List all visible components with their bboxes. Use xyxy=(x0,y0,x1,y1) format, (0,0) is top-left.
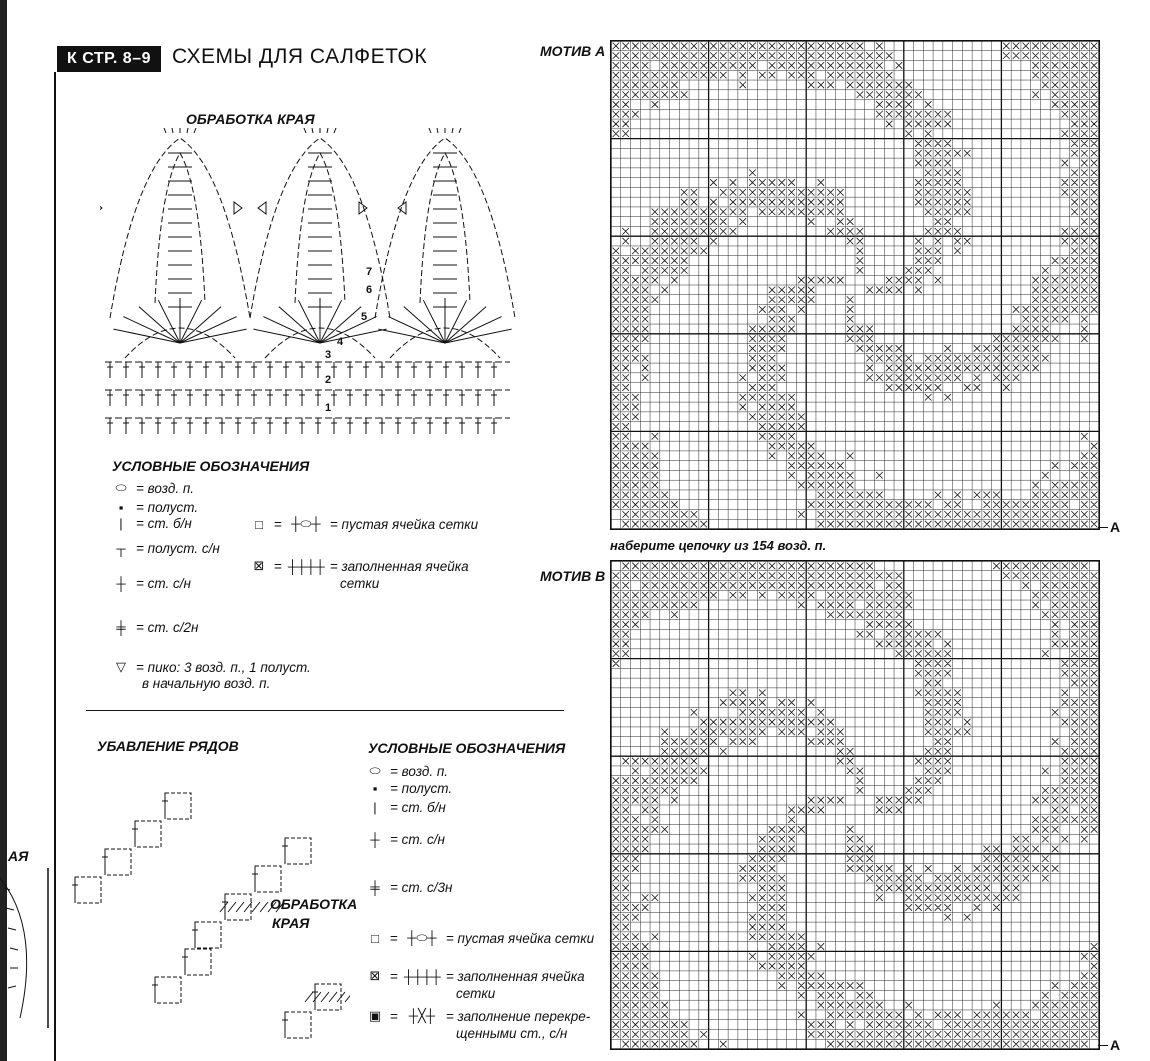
legend1-filled-line2: сетки xyxy=(340,576,380,591)
section-divider xyxy=(86,710,564,711)
edge-diagram-title: ОБРАБОТКА КРАЯ xyxy=(186,111,315,127)
legend2-filled-line2: сетки xyxy=(456,986,496,1001)
legend1-title: УСЛОВНЫЕ ОБОЗНАЧЕНИЯ xyxy=(112,458,310,474)
legend1-item: ⬭ = возд. п. xyxy=(112,480,194,496)
empty-cell-icon: □ xyxy=(371,930,379,946)
legend1-item: | = ст. б/н xyxy=(112,516,192,531)
edge-finishing-title-2: КРАЯ xyxy=(272,915,310,931)
filled-cell-icon: ⊠ xyxy=(253,558,265,573)
legend2-item: ▪ = полуст. xyxy=(366,781,452,796)
triple-treble-icon: ╪ xyxy=(370,880,380,895)
chain-stitch-icon: ⬭ xyxy=(115,480,127,495)
frame-line xyxy=(54,72,56,1061)
motif-b-grid xyxy=(610,560,1100,1050)
legend2-crossed-line2: щенными ст., с/н xyxy=(456,1026,568,1041)
legend1-item: ┬ = полуст. с/н xyxy=(112,541,220,556)
legend2-item: ⬭ = возд. п. xyxy=(366,763,448,779)
legend2-empty-cell: □ = ┼⬭┼ = пустая ячейка сетки xyxy=(366,930,594,946)
picot-icon: ▽ xyxy=(116,659,126,674)
motif-b-label: МОТИВ В xyxy=(540,568,606,584)
motif-a-label: МОТИВ А xyxy=(540,43,606,59)
legend2-crossed-cell: ▣ = ┼╳┼ = заполнение перекре- xyxy=(366,1008,590,1024)
legend1-picot: ▽ = пико: 3 возд. п., 1 полуст. xyxy=(112,659,311,675)
legend2-item: | = ст. б/н xyxy=(366,800,446,815)
motif-a-grid xyxy=(610,40,1100,530)
legend1-item: ╪ = ст. с/2н xyxy=(112,620,198,635)
slip-stitch-icon: ▪ xyxy=(118,500,124,515)
chain-note: наберите цепочку из 154 возд. п. xyxy=(610,538,827,553)
edge-finishing-diagram xyxy=(100,128,520,446)
cut-off-diagram xyxy=(0,868,50,1028)
half-double-crochet-icon: ┬ xyxy=(116,541,126,556)
page-title: СХЕМЫ ДЛЯ САЛФЕТОК xyxy=(172,45,428,68)
empty-cell-icon: □ xyxy=(255,516,263,532)
legend1-filled-cell: ⊠ = ┼┼┼┼ = заполненная ячейка xyxy=(250,558,469,574)
mesh-stitch-icon: ┼⬭┼ xyxy=(407,930,437,945)
legend1-item: ┼ = ст. с/н xyxy=(112,576,191,591)
legend2-title: УСЛОВНЫЕ ОБОЗНАЧЕНИЯ xyxy=(368,740,566,756)
legend1-item: ▪ = полуст. xyxy=(112,500,198,515)
motif-a-marker-line xyxy=(1098,527,1108,528)
row-number-5: 5 xyxy=(361,311,368,323)
motif-b-marker: A xyxy=(1110,1037,1121,1053)
edge-finishing-title-1: ОБРАБОТКА xyxy=(270,896,358,912)
row-number-3: 3 xyxy=(325,349,332,361)
row-number-6: 6 xyxy=(366,284,373,296)
row-number-7: 7 xyxy=(366,266,373,278)
row-number-2: 2 xyxy=(325,374,332,386)
legend2-item: ┼ = ст. с/н xyxy=(366,832,445,847)
crossed-stitch-icon: ┼╳┼ xyxy=(408,1008,436,1023)
filled-mesh-icon: ┼┼┼┼ xyxy=(403,968,441,984)
slip-stitch-icon: ▪ xyxy=(372,781,378,796)
cut-off-heading: АЯ xyxy=(8,848,29,864)
legend1-picot-line2: в начальную возд. п. xyxy=(142,676,271,691)
rows-diagram-title: УБАВЛЕНИЕ РЯДОВ xyxy=(97,738,239,754)
crossed-cell-icon: ▣ xyxy=(368,1008,382,1023)
single-crochet-icon: | xyxy=(373,800,377,815)
treble-crochet-icon: ╪ xyxy=(116,620,126,635)
row-number-4: 4 xyxy=(337,336,344,348)
chain-stitch-icon: ⬭ xyxy=(369,763,381,778)
legend2-item: ╪ = ст. с/3н xyxy=(366,880,452,895)
double-crochet-icon: ┼ xyxy=(116,576,126,591)
motif-a-marker: A xyxy=(1110,519,1121,535)
single-crochet-icon: | xyxy=(119,516,123,531)
mesh-stitch-icon: ┼⬭┼ xyxy=(291,516,321,531)
filled-mesh-icon: ┼┼┼┼ xyxy=(287,558,325,574)
row-number-1: 1 xyxy=(325,402,332,414)
legend1-empty-cell: □ = ┼⬭┼ = пустая ячейка сетки xyxy=(250,516,478,532)
page-reference-tag: К СТР. 8–9 xyxy=(57,46,161,72)
double-crochet-icon: ┼ xyxy=(370,832,380,847)
filled-cell-icon: ⊠ xyxy=(369,968,381,983)
motif-b-marker-line xyxy=(1098,1045,1108,1046)
legend2-filled-cell: ⊠ = ┼┼┼┼ = заполненная ячейка xyxy=(366,968,585,984)
